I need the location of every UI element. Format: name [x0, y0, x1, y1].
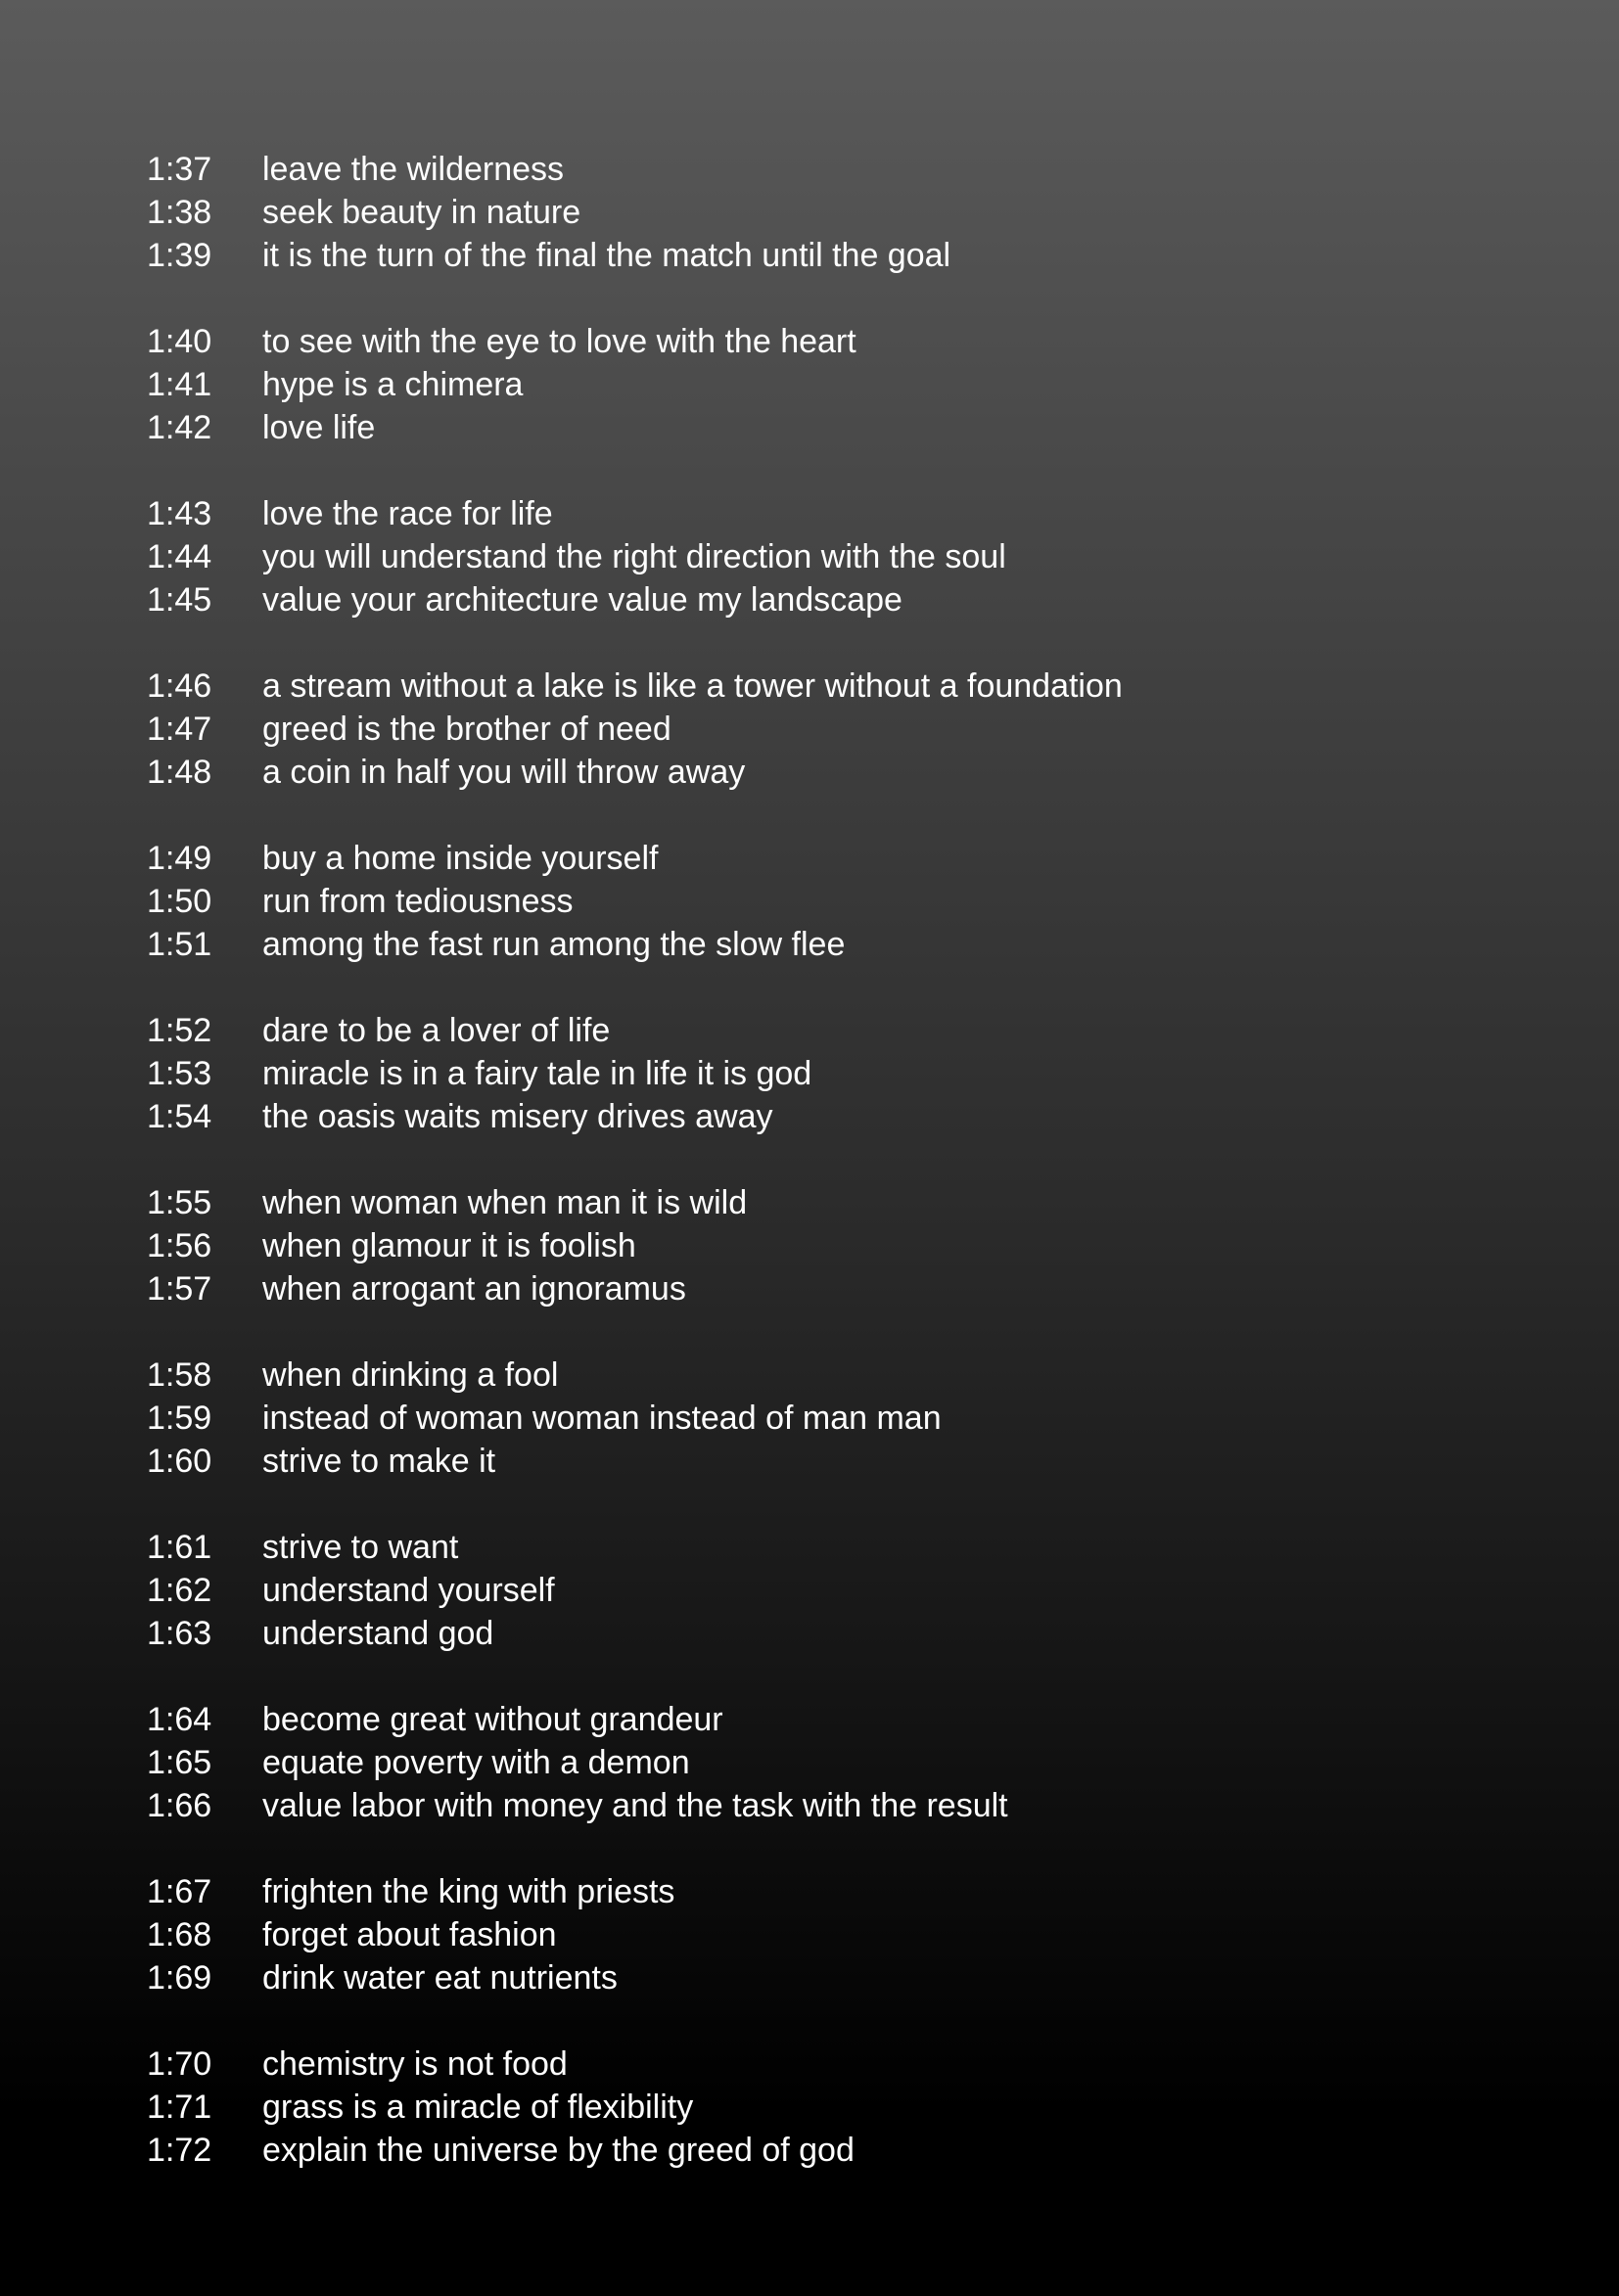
verse-line [147, 2086, 1580, 2129]
verse-group [147, 492, 1580, 621]
verse-line [147, 406, 1580, 449]
verse-number: 1:54 [147, 1098, 212, 1135]
verse-text: greed is the brother of need [262, 711, 671, 748]
verse-line [147, 1009, 1580, 1052]
verse-line [147, 535, 1580, 578]
verse-line [147, 492, 1580, 535]
verse-number: 1:38 [147, 194, 212, 231]
verse-line [147, 1784, 1580, 1827]
verse-line [147, 363, 1580, 406]
verse-group [147, 1354, 1580, 1483]
verse-group [147, 1009, 1580, 1138]
verse-text: instead of woman woman instead of man man [262, 1400, 942, 1437]
verse-text: understand yourself [262, 1572, 555, 1609]
verse-number: 1:66 [147, 1787, 212, 1824]
verse-line [147, 320, 1580, 363]
verse-number: 1:42 [147, 409, 212, 446]
verse-number: 1:70 [147, 2045, 212, 2083]
verse-text: the oasis waits misery drives away [262, 1098, 773, 1135]
verse-number: 1:57 [147, 1270, 212, 1308]
verse-line [147, 1526, 1580, 1569]
verse-text: miracle is in a fairy tale in life it is god [262, 1055, 812, 1092]
verse-line [147, 1440, 1580, 1483]
verse-number: 1:44 [147, 538, 212, 575]
verse-number: 1:58 [147, 1356, 212, 1394]
verse-number: 1:40 [147, 323, 212, 360]
verse-number: 1:62 [147, 1572, 212, 1609]
verse-line [147, 1612, 1580, 1655]
verse-number: 1:50 [147, 883, 212, 920]
verse-text: run from tediousness [262, 883, 574, 920]
verse-text: buy a home inside yourself [262, 840, 659, 877]
verse-text: you will understand the right direction with the soul [262, 538, 1006, 575]
verse-line [147, 1052, 1580, 1095]
verse-number: 1:71 [147, 2089, 212, 2126]
verse-number: 1:59 [147, 1400, 212, 1437]
verse-group [147, 1181, 1580, 1310]
verse-line [147, 1956, 1580, 1999]
verse-group [147, 2043, 1580, 2172]
verse-line [147, 1224, 1580, 1267]
verse-line [147, 578, 1580, 621]
verse-line [147, 1741, 1580, 1784]
verse-line [147, 751, 1580, 794]
verse-text: forget about fashion [262, 1916, 557, 1953]
verse-text: grass is a miracle of flexibility [262, 2089, 694, 2126]
verse-line [147, 1354, 1580, 1397]
verse-text: strive to want [262, 1529, 459, 1566]
verse-line [147, 837, 1580, 880]
verse-group [147, 1870, 1580, 1999]
verse-group [147, 1698, 1580, 1827]
verse-number: 1:55 [147, 1184, 212, 1221]
verse-line [147, 234, 1580, 277]
verse-line [147, 923, 1580, 966]
verse-number: 1:65 [147, 1744, 212, 1781]
verse-text: drink water eat nutrients [262, 1959, 618, 1997]
verse-text: when arrogant an ignoramus [262, 1270, 686, 1308]
verse-text: chemistry is not food [262, 2045, 568, 2083]
verse-line [147, 1397, 1580, 1440]
verse-text: to see with the eye to love with the heart [262, 323, 856, 360]
verse-text: it is the turn of the final the match until the goal [262, 237, 951, 274]
verse-number: 1:72 [147, 2132, 212, 2169]
verse-text: strive to make it [262, 1443, 496, 1480]
verse-number: 1:53 [147, 1055, 212, 1092]
verse-group [147, 665, 1580, 794]
verse-text: when drinking a fool [262, 1356, 559, 1394]
verse-group [147, 148, 1580, 277]
verse-text: a stream without a lake is like a tower without a foundation [262, 667, 1123, 705]
verse-number: 1:43 [147, 495, 212, 532]
verse-number: 1:41 [147, 366, 212, 403]
verse-list [147, 148, 1580, 2172]
verse-number: 1:51 [147, 926, 212, 963]
verse-number: 1:37 [147, 151, 212, 188]
verse-line [147, 1913, 1580, 1956]
verse-line [147, 1569, 1580, 1612]
verse-number: 1:45 [147, 581, 212, 619]
verse-text: hype is a chimera [262, 366, 524, 403]
verse-text: love the race for life [262, 495, 553, 532]
verse-line [147, 1870, 1580, 1913]
verse-text: leave the wilderness [262, 151, 565, 188]
verse-text: love life [262, 409, 376, 446]
verse-number: 1:47 [147, 711, 212, 748]
verse-text: value your architecture value my landscape [262, 581, 902, 619]
verse-line [147, 1095, 1580, 1138]
verse-line [147, 2129, 1580, 2172]
verse-text: when woman when man it is wild [262, 1184, 748, 1221]
verse-text: explain the universe by the greed of god [262, 2132, 855, 2169]
verse-number: 1:52 [147, 1012, 212, 1049]
verse-text: become great without grandeur [262, 1701, 723, 1738]
verse-number: 1:67 [147, 1873, 212, 1910]
verse-text: equate poverty with a demon [262, 1744, 690, 1781]
verse-text: value labor with money and the task with the result [262, 1787, 1008, 1824]
verse-number: 1:48 [147, 754, 212, 791]
verse-line [147, 2043, 1580, 2086]
verse-group [147, 837, 1580, 966]
verse-number: 1:60 [147, 1443, 212, 1480]
verse-number: 1:49 [147, 840, 212, 877]
verse-line [147, 191, 1580, 234]
verse-text: seek beauty in nature [262, 194, 581, 231]
verse-text: dare to be a lover of life [262, 1012, 611, 1049]
verse-line [147, 148, 1580, 191]
verse-number: 1:56 [147, 1227, 212, 1264]
verse-number: 1:64 [147, 1701, 212, 1738]
verse-number: 1:63 [147, 1615, 212, 1652]
verse-line [147, 1698, 1580, 1741]
verse-text: frighten the king with priests [262, 1873, 675, 1910]
verse-line [147, 1181, 1580, 1224]
verse-number: 1:46 [147, 667, 212, 705]
verse-number: 1:61 [147, 1529, 212, 1566]
verse-line [147, 880, 1580, 923]
verse-text: understand god [262, 1615, 494, 1652]
verse-line [147, 1267, 1580, 1310]
verse-line [147, 665, 1580, 708]
verse-number: 1:68 [147, 1916, 212, 1953]
verse-group [147, 1526, 1580, 1655]
verse-group [147, 320, 1580, 449]
verse-line [147, 708, 1580, 751]
verse-number: 1:69 [147, 1959, 212, 1997]
verse-text: when glamour it is foolish [262, 1227, 636, 1264]
verse-text: among the fast run among the slow flee [262, 926, 846, 963]
verse-number: 1:39 [147, 237, 212, 274]
verse-text: a coin in half you will throw away [262, 754, 746, 791]
